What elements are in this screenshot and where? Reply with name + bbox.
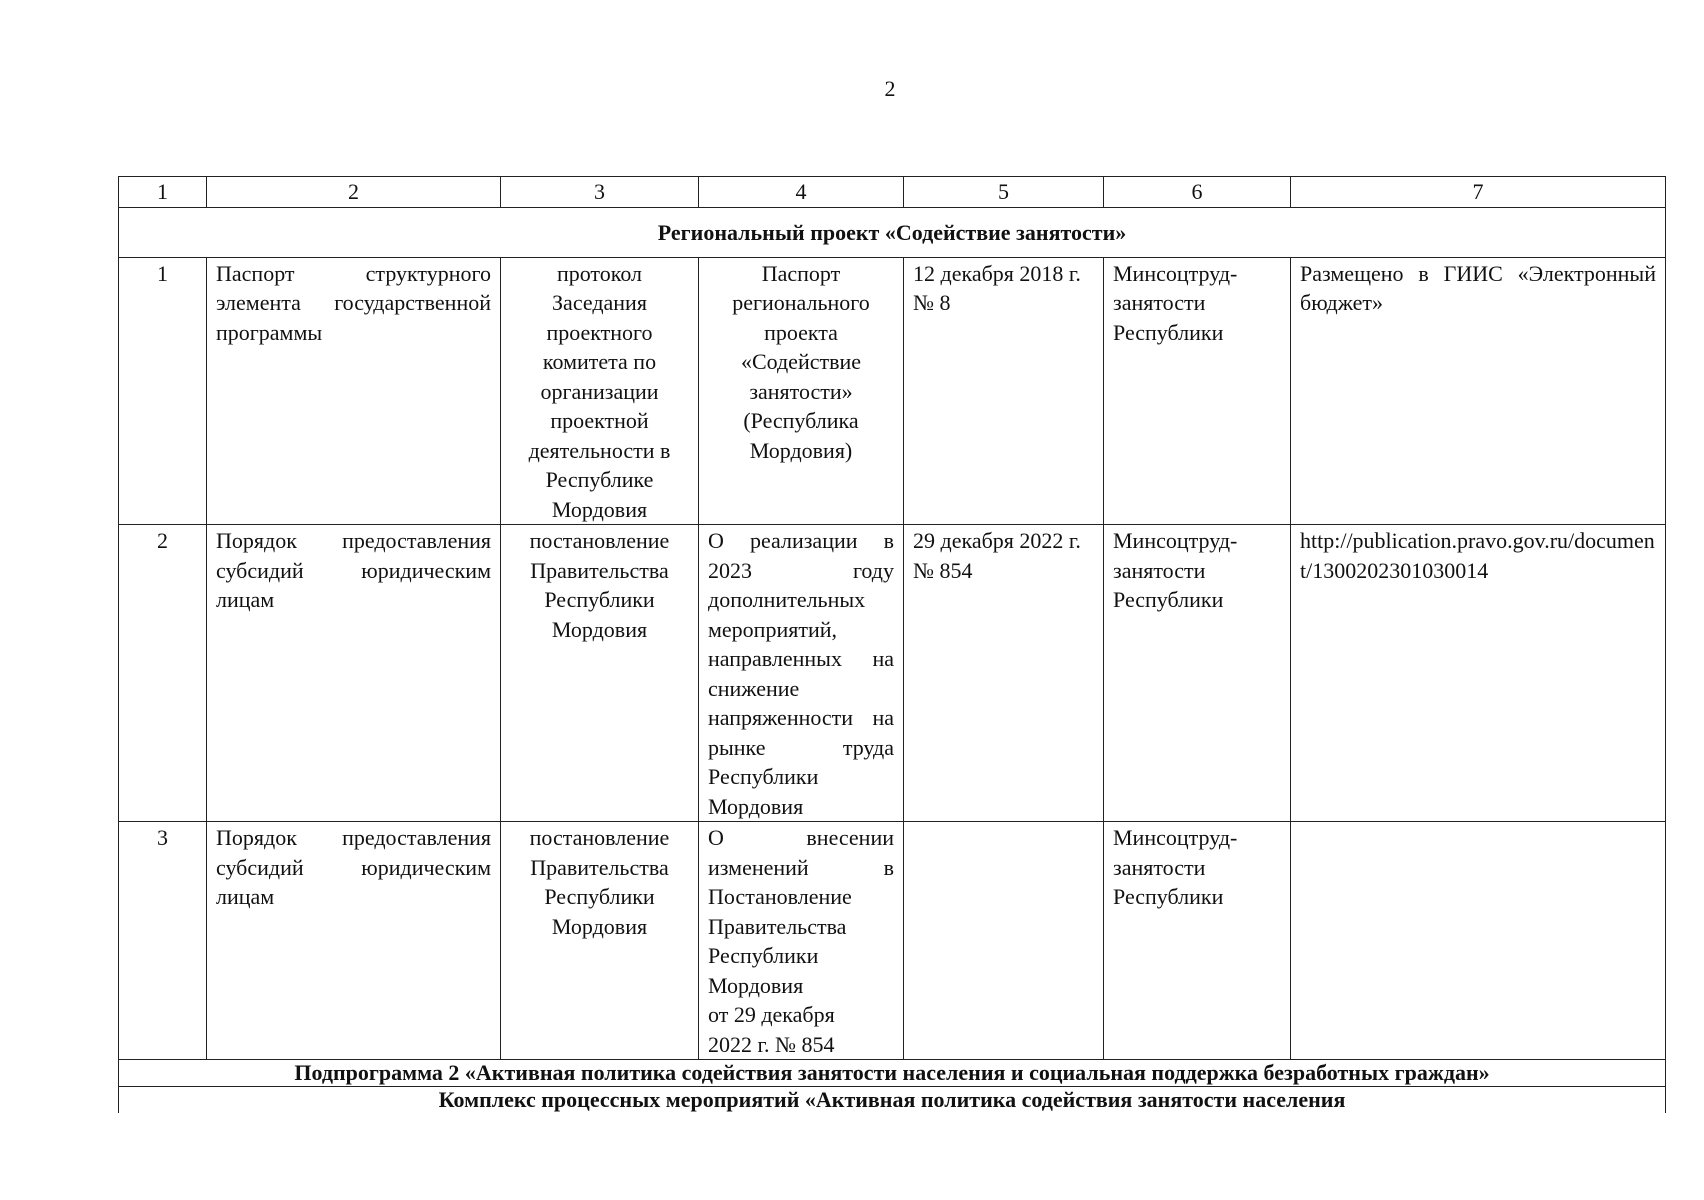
document-title: О реализации в 2023 году дополнительных мероприятий, направленных на снижение напряженности на рынке труда Республики Мордовия	[699, 525, 904, 822]
document-title: Паспорт регионального проекта «Содействие занятости» (Республика Мордовия)	[699, 257, 904, 525]
column-number: 6	[1104, 177, 1291, 208]
column-number: 7	[1291, 177, 1666, 208]
document-type: постановление Правительства Республики Мордовия	[501, 525, 699, 822]
complex-row	[119, 1087, 1666, 1114]
placement-link: http://publication.pravo.gov.ru/document/1300202301030014	[1291, 525, 1666, 822]
column-number: 1	[119, 177, 207, 208]
document-title-date: от 29 декабря	[708, 1002, 835, 1027]
column-number: 4	[699, 177, 904, 208]
column-number: 2	[207, 177, 501, 208]
document-title-number: 2022 г. № 854	[708, 1031, 835, 1057]
document-title-cell	[699, 822, 904, 1060]
document-date	[904, 822, 1104, 1060]
table-row	[119, 525, 1666, 822]
column-number: 5	[904, 177, 1104, 208]
documents-table	[118, 176, 1666, 1113]
document-title: О внесении изменений в Постановление Правительства Республики Мордовия	[708, 825, 894, 998]
complex-title: Комплекс процессных мероприятий «Активная политика содействия занятости населения	[119, 1087, 1666, 1114]
row-number: 1	[119, 257, 207, 525]
table-row	[119, 822, 1666, 1060]
subprogram-title: Подпрограмма 2 «Активная политика содействия занятости населения и социальная поддержка безработных граждан»	[119, 1060, 1666, 1087]
placement: Размещено в ГИИС «Электронный бюджет»	[1291, 257, 1666, 525]
document-date: 29 декабря 2022 г. № 854	[904, 525, 1104, 822]
row-number: 2	[119, 525, 207, 822]
table-row	[119, 257, 1666, 525]
section-title: Региональный проект «Содействие занятости»	[119, 207, 1666, 257]
executor: Минсоцтруд-занятости Республики	[1104, 822, 1291, 1060]
document-name: Порядок предоставления субсидий юридическим лицам	[207, 822, 501, 1060]
placement	[1291, 822, 1666, 1060]
executor: Минсоцтруд-занятости Республики	[1104, 525, 1291, 822]
row-number: 3	[119, 822, 207, 1060]
column-number-row	[119, 177, 1666, 208]
document-name: Паспорт структурного элемента государственной программы	[207, 257, 501, 525]
section-title-row	[119, 207, 1666, 257]
page-number: 2	[884, 76, 896, 101]
column-number: 3	[501, 177, 699, 208]
document-type: постановление Правительства Республики Мордовия	[501, 822, 699, 1060]
executor: Минсоцтруд-занятости Республики	[1104, 257, 1291, 525]
subprogram-row	[119, 1060, 1666, 1087]
document-name: Порядок предоставления субсидий юридическим лицам	[207, 525, 501, 822]
document-date: 12 декабря 2018 г. № 8	[904, 257, 1104, 525]
document-type: протокол Заседания проектного комитета по организации проектной деятельности в Республике Мордовия	[501, 257, 699, 525]
